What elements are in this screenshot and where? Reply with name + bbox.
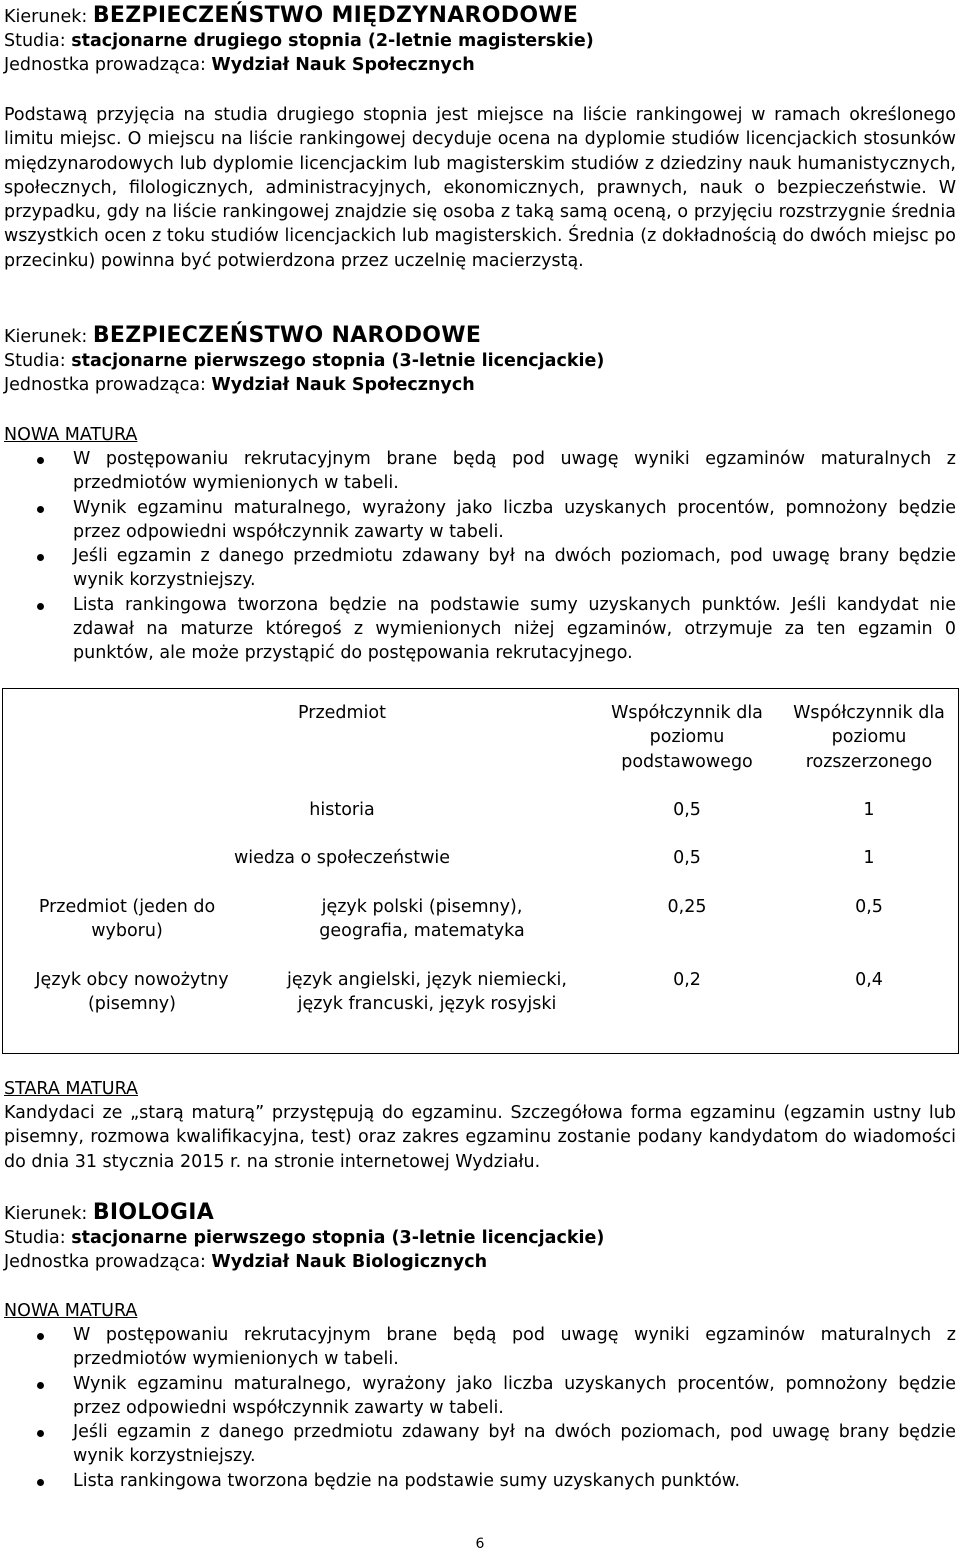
jednostka-value: Wydział Nauk Społecznych	[211, 375, 475, 395]
coefficient-table	[2, 688, 959, 1052]
kierunek-line	[4, 1201, 956, 1226]
studia-value: stacjonarne pierwszego stopnia (3-letnie licencjackie)	[71, 351, 605, 371]
studia-label: Studia:	[4, 351, 72, 371]
jednostka-line	[4, 53, 956, 77]
table-cell-subject: język polski (pisemny), geografia, matematyka	[319, 897, 525, 942]
nowa-matura-list	[4, 447, 956, 666]
list-item	[4, 1469, 956, 1493]
table-cell-extended: 1	[863, 800, 875, 820]
table-cell-basic: 0,2	[673, 970, 701, 990]
table-header-extended: Współczynnik dla poziomu rozszerzonego	[793, 703, 945, 772]
table-cell-extended: 0,4	[855, 970, 883, 990]
nowa-matura-list	[4, 1323, 956, 1493]
list-item	[4, 1372, 956, 1421]
kierunek-label: Kierunek:	[4, 327, 93, 347]
list-item-text: Jeśli egzamin z danego przedmiotu zdawany był na dwóch poziomach, pod uwagę brany będzie wynik korzystniejszy.	[73, 1422, 956, 1467]
section-bezpieczenstwo-miedzynarodowe	[4, 4, 956, 273]
bullet-icon	[37, 1382, 44, 1389]
list-item-text: Wynik egzaminu maturalnego, wyrażony jako liczba uzyskanych procentów, pomnożony będzie przez odpowiedni współczynnik zawarty w tabeli.	[73, 1373, 956, 1418]
table-cell-extended: 1	[863, 848, 875, 868]
list-item	[4, 544, 956, 593]
list-item	[4, 1323, 956, 1372]
kierunek-name: BEZPIECZEŃSTWO MIĘDZYNARODOWE	[92, 3, 579, 28]
list-item	[4, 496, 956, 545]
table-cell-basic: 0,25	[667, 897, 707, 917]
nowa-matura-heading: NOWA MATURA	[4, 425, 138, 445]
list-item-text: Lista rankingowa tworzona będzie na podstawie sumy uzyskanych punktów. Jeśli kandydat nie zdawał na maturze któregoś z wymienionych niżej egzaminów, otrzymuje za ten egzamin 0 punktów, ale może przystąpić do postępowania rekrutacyjnego.	[73, 594, 956, 664]
jednostka-label: Jednostka prowadząca:	[4, 55, 212, 75]
table-cell-basic: 0,5	[673, 848, 701, 868]
list-item-text: Jeśli egzamin z danego przedmiotu zdawany był na dwóch poziomach, pod uwagę brany będzie wynik korzystniejszy.	[73, 546, 956, 591]
bullet-icon	[37, 1430, 44, 1437]
studia-line	[4, 1226, 956, 1250]
stara-matura-heading: STARA MATURA	[4, 1079, 139, 1099]
page-number: 6	[475, 1536, 485, 1552]
jednostka-label: Jednostka prowadząca:	[4, 1252, 212, 1272]
table-cell-basic: 0,5	[673, 800, 701, 820]
jednostka-value: Wydział Nauk Biologicznych	[211, 1252, 488, 1272]
admission-paragraph: Podstawą przyjęcia na studia drugiego stopnia jest miejsce na liście rankingowej w ramach określonego limitu miejsc. O miejscu na liście rankingowej decyduje ocena na dyplomie studiów licencjackich stosunków międzynarodowych lub dyplomie licencjackim lub magisterskim studiów z dziedziny nauk humanistycznych, społecznych, filologicznych, administracyjnych, ekonomicznych, prawnych, nauk o bezpieczeństwie. W przypadku, gdy na liście rankingowej znajdzie się osoba z taką samą oceną, o przyjęciu rozstrzygnie średnia wszystkich ocen z toku studiów licencjackich lub magisterskich. Średnia (z dokładnością do dwóch miejsc po przecinku) powinna być potwierdzona przez uczelnię macierzystą.	[4, 105, 956, 271]
table-cell-subject: język angielski, język niemiecki, język francuski, język rosyjski	[287, 970, 567, 1015]
jednostka-label: Jednostka prowadząca:	[4, 375, 212, 395]
section-bezpieczenstwo-narodowe	[4, 324, 956, 666]
table-cell-category: Przedmiot (jeden do wyboru)	[38, 897, 216, 942]
list-item	[4, 447, 956, 496]
list-item-text: Lista rankingowa tworzona będzie na podstawie sumy uzyskanych punktów.	[73, 1470, 741, 1491]
bullet-icon	[37, 457, 44, 464]
table-header-subject: Przedmiot	[298, 703, 386, 723]
studia-value: stacjonarne drugiego stopnia (2-letnie magisterskie)	[71, 31, 594, 51]
jednostka-line	[4, 373, 956, 397]
list-item-text: W postępowaniu rekrutacyjnym brane będą pod uwagę wyniki egzaminów maturalnych z przedmiotów wymienionych w tabeli.	[73, 449, 956, 494]
table-cell-subject: wiedza o społeczeństwie	[233, 848, 451, 868]
studia-line	[4, 29, 956, 53]
list-item	[4, 1420, 956, 1469]
table-cell-category: Język obcy nowożytny (pisemny)	[35, 970, 229, 1015]
table-cell-extended: 0,5	[855, 897, 883, 917]
kierunek-label: Kierunek:	[4, 7, 93, 27]
jednostka-value: Wydział Nauk Społecznych	[211, 55, 475, 75]
kierunek-name: BIOLOGIA	[92, 1200, 215, 1225]
bullet-icon	[37, 1333, 44, 1340]
list-item-text: Wynik egzaminu maturalnego, wyrażony jako liczba uzyskanych procentów, pomnożony będzie przez odpowiedni współczynnik zawarty w tabeli.	[73, 497, 956, 542]
bullet-icon	[37, 1479, 44, 1486]
stara-matura-paragraph: Kandydaci ze „starą maturą” przystępują do egzaminu. Szczegółowa forma egzaminu (egzamin ustny lub pisemny, rozmowa kwalifikacyjna, test) oraz zakres egzaminu zostanie podany kandydatom do wiadomości do dnia 31 stycznia 2015 r. na stronie internetowej Wydziału.	[4, 1103, 956, 1172]
kierunek-label: Kierunek:	[4, 1204, 93, 1224]
nowa-matura-heading: NOWA MATURA	[4, 1301, 138, 1321]
list-item	[4, 593, 956, 666]
studia-label: Studia:	[4, 31, 72, 51]
studia-line	[4, 349, 956, 373]
bullet-icon	[37, 554, 44, 561]
jednostka-line	[4, 1250, 956, 1274]
bullet-icon	[37, 603, 44, 610]
table-header-basic: Współczynnik dla poziomu podstawowego	[611, 703, 763, 772]
list-item-text: W postępowaniu rekrutacyjnym brane będą pod uwagę wyniki egzaminów maturalnych z przedmiotów wymienionych w tabeli.	[73, 1325, 956, 1370]
stara-matura-block	[4, 1077, 956, 1174]
studia-value: stacjonarne pierwszego stopnia (3-letnie licencjackie)	[71, 1228, 605, 1248]
table-cell-subject: historia	[309, 800, 375, 820]
bullet-icon	[37, 506, 44, 513]
kierunek-line	[4, 324, 956, 349]
section-biologia	[4, 1201, 956, 1493]
studia-label: Studia:	[4, 1228, 72, 1248]
kierunek-name: BEZPIECZEŃSTWO NARODOWE	[92, 323, 482, 348]
kierunek-line	[4, 4, 956, 29]
